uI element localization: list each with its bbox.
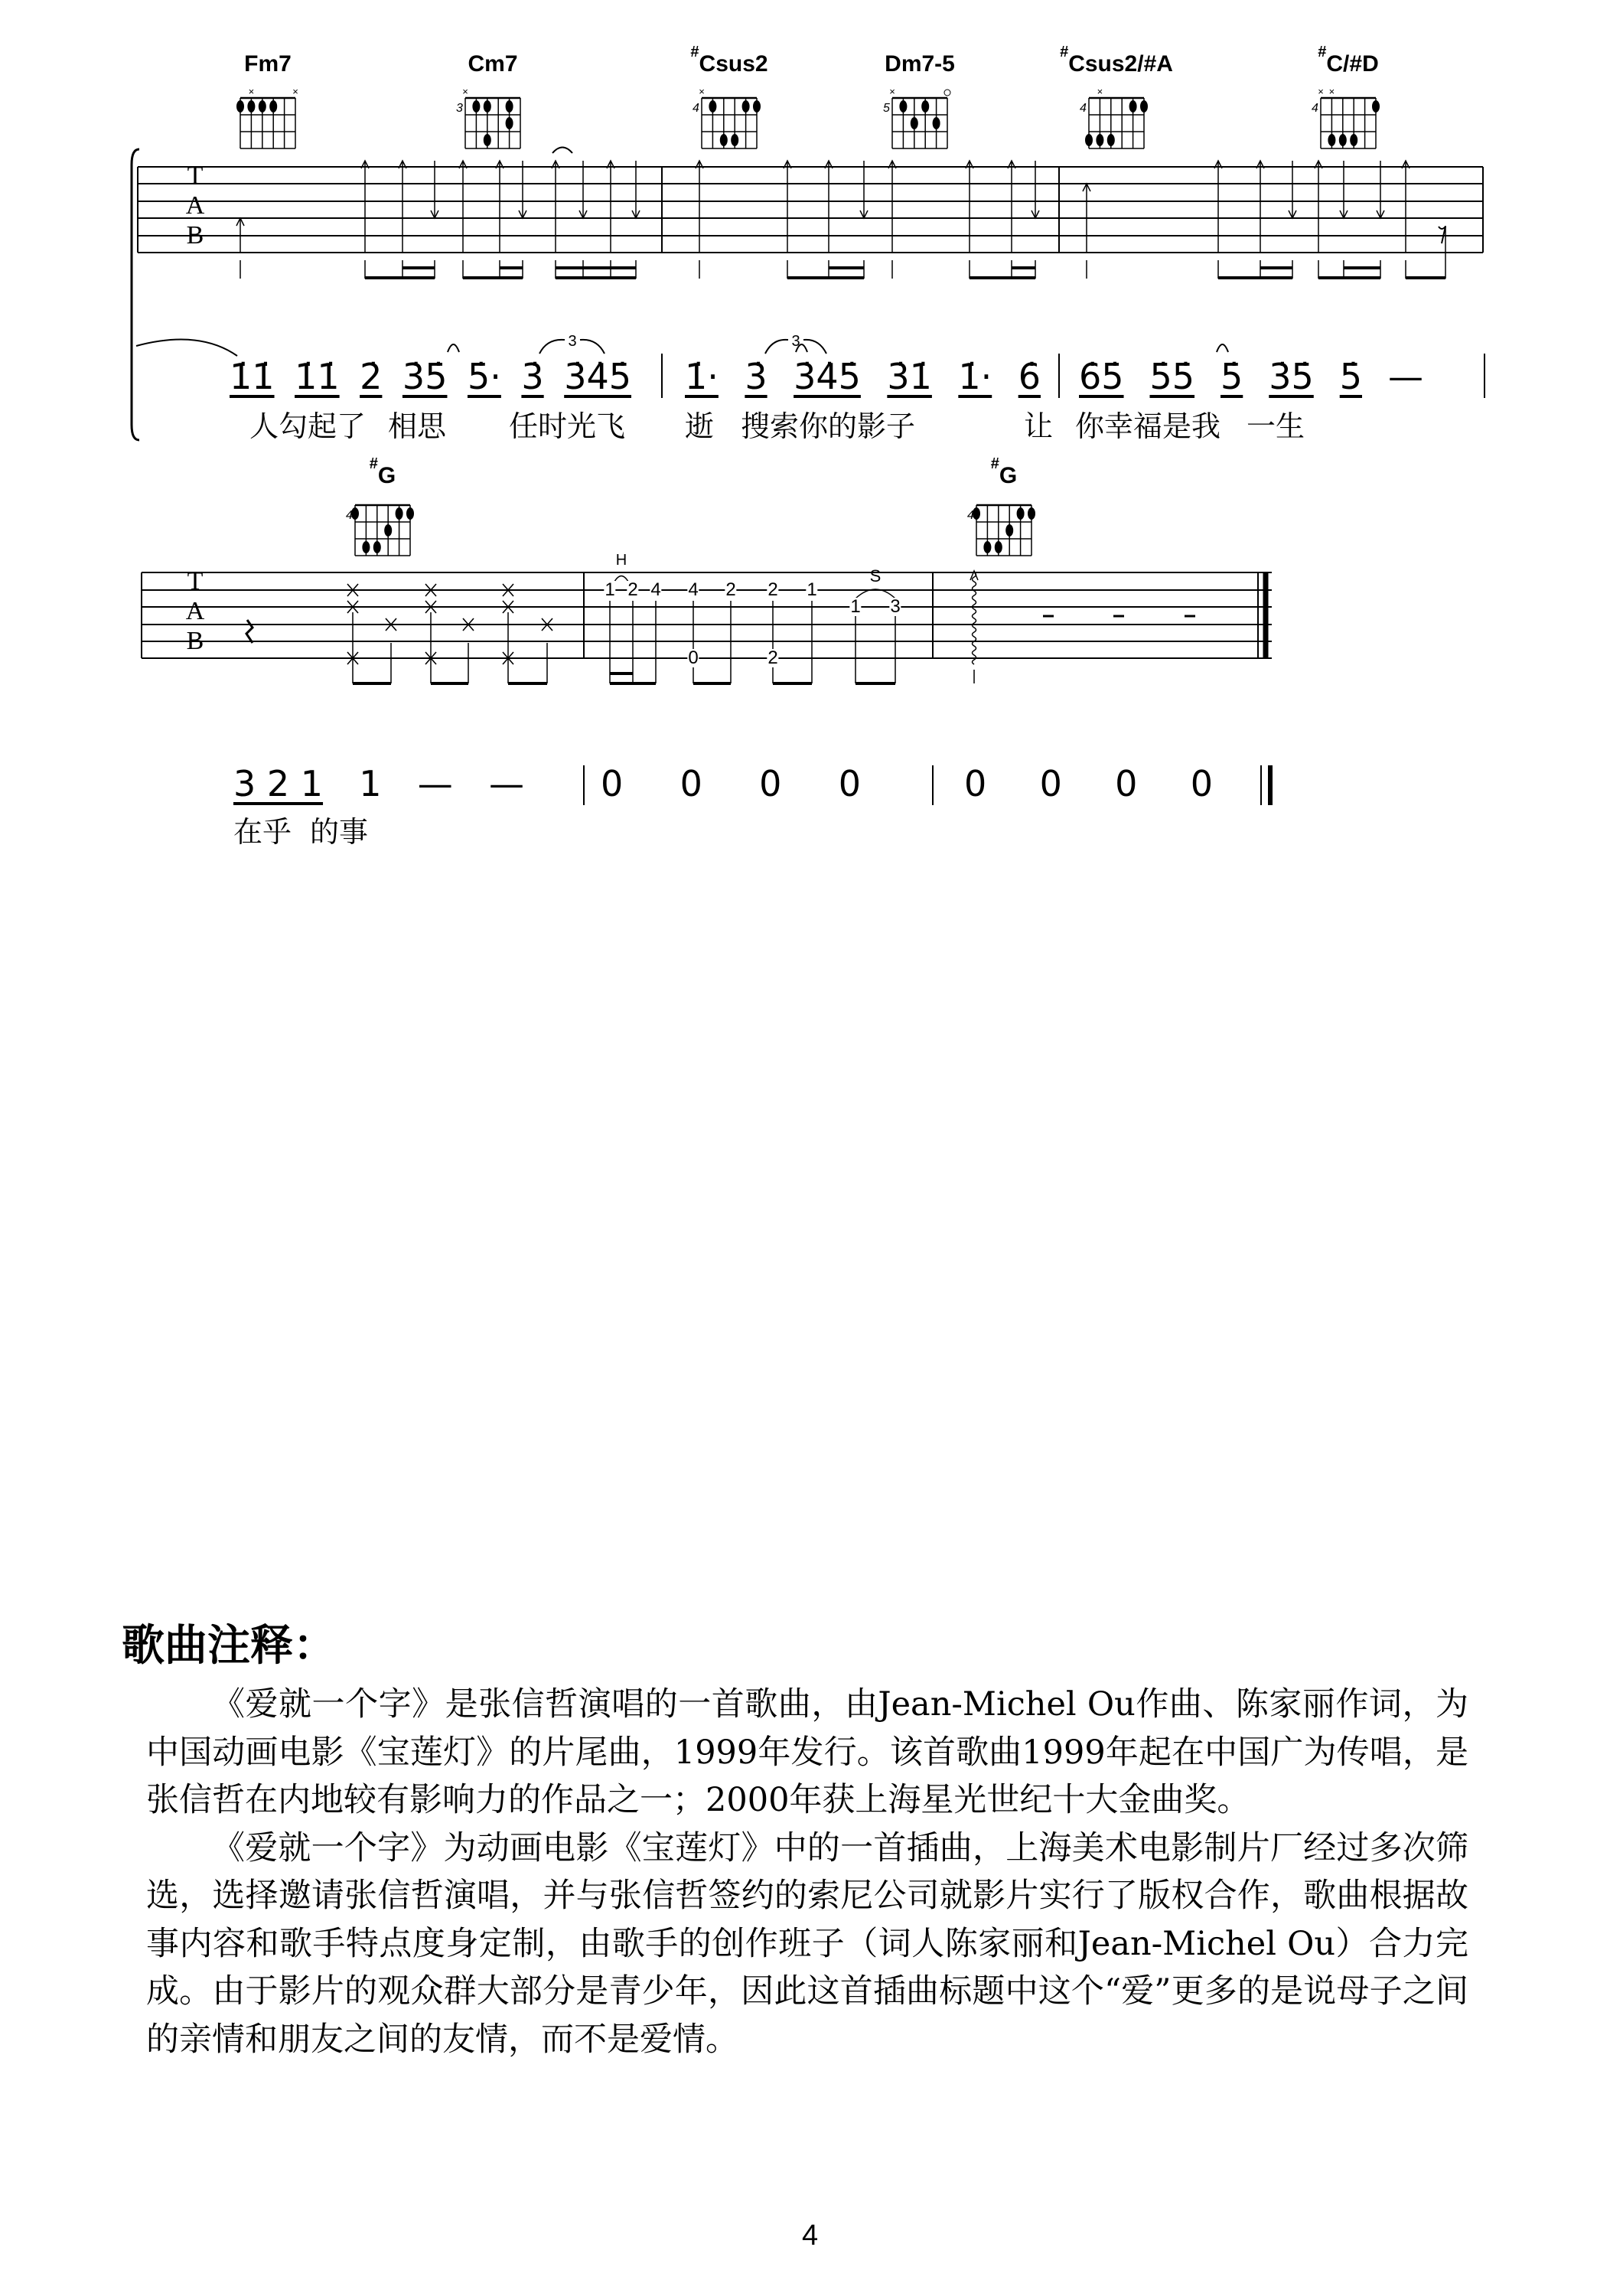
notes-paragraph-1: 《爱就一个字》是张信哲演唱的一首歌曲，由Jean-Michel Ou作曲、陈家丽作词，为中国动画电影《宝莲灯》的片尾曲，1999年发行。该首歌曲1999年起在中国广为传唱，是张信哲在内地较有影响力的作品之一；2000年获上海星光世纪十大金曲奖。 [146,1685,1468,1819]
tab-clef-letter: T [187,567,204,595]
jianpu-note: 3̇5̇ [1269,356,1314,397]
tab-fret-number: 1 [807,579,817,600]
jianpu-note: 0 [964,763,987,804]
lyric-text: 搜索你的影子 [741,409,916,443]
jianpu-note: 3̇5̇ [402,356,448,397]
quarter-rest [246,620,253,643]
jianpu-note: 1̇· [685,356,719,397]
chord-label: Fm7 [244,51,292,77]
sharp-sign: # [369,455,378,472]
hammer-arc [614,576,628,582]
jianpu-measure [233,764,524,804]
jianpu-note: 6̇5̇ [1079,356,1124,397]
tab-clef-letter: B [186,221,204,249]
lyric-text: 逝 [685,409,715,443]
tab-fret-number: 1 [605,579,615,600]
jianpu-note: 3 2 1 [233,763,324,804]
chord-label: G [999,463,1018,488]
mute-mark: × [1097,86,1103,97]
jianpu-note: 1 [359,763,382,804]
tab-clef-letter: A [185,597,205,625]
tab-clef-letter: T [187,161,204,190]
tab-fret-number: 4 [688,579,699,600]
jianpu-note: 3̇4̇5̇ [794,356,861,397]
lyric-text: 让 [1024,409,1054,443]
tab-staff-2 [0,0,1623,880]
jianpu-measure [601,764,861,804]
jianpu-measure [964,764,1213,804]
mute-mark: × [462,86,468,97]
jianpu-note: 0 [759,763,782,804]
chord-label: Cm7 [468,51,518,77]
notes-body [146,1681,1468,2063]
jianpu-note: 5̇ [1221,356,1243,397]
triplet-number: 3 [568,333,577,350]
jianpu-note: 5̇ [1339,356,1363,397]
jianpu-note: — [1387,356,1423,397]
jianpu-note: 5̇5̇ [1149,356,1195,397]
mute-mark: × [292,86,298,97]
lyric-text: 一生 [1247,409,1305,443]
tab-fret-number: 3 [890,596,901,617]
sharp-sign: # [690,44,699,60]
jianpu-note: 1̇· [958,356,992,397]
sharp-sign: # [1318,44,1327,60]
chord-label: C/#D [1326,51,1379,77]
hammer-on-label: H [615,552,627,569]
fret-number: 5 [883,102,890,115]
lyric-text: 的事 [310,815,369,849]
chord-label: Csus2/#A [1068,51,1173,77]
jianpu-note: 0 [1039,763,1062,804]
jianpu-note: 1̇1̇ [295,356,340,397]
mute-mark: × [889,86,895,97]
fret-number: 4 [1312,102,1318,115]
lyric-text: 在乎 [233,815,292,849]
tab-fret-number: 2 [725,579,736,600]
chord-label: Csus2 [699,51,768,77]
notes-paragraph-2: 《爱就一个字》为动画电影《宝莲灯》中的一首插曲，上海美术电影制片厂经过多次筛选，选择邀请张信哲演唱，并与张信哲签约的索尼公司就影片实行了版权合作，歌曲根据故事内容和歌手特点度身定制，由歌手的创作班子（词人陈家丽和Jean-Michel Ou）合力完成。由于影片的观众群大部分是青少年，因此这首插曲标题中这个“爱”更多的是说母子之间的亲情和朋友之间的友情，而不是爱情。 [146,1828,1468,2059]
jianpu-note: 0 [1190,763,1213,804]
tab-fret-number: 2 [768,579,778,600]
jianpu-note: 0 [601,763,624,804]
lyric-text: 人勾起了 [249,409,367,443]
tab-clef-letter: B [186,627,204,655]
page-number: 4 [802,2219,819,2252]
fret-number: 4 [693,102,699,115]
fret-number: 4 [1080,102,1087,115]
jianpu-note: 3̇4̇5̇ [564,356,631,397]
mute-mark: × [1328,86,1335,97]
arpeggio-wave [973,572,976,664]
slide-label: S [869,566,882,585]
chord-label: G [377,463,396,488]
mute-mark: × [248,86,255,97]
sharp-sign: # [1060,44,1069,60]
jianpu-note: 5̇· [467,356,501,397]
jianpu-note: — [488,763,524,804]
sharp-sign: # [990,455,999,472]
tab-fret-number: 2 [627,579,638,600]
tab-fret-number: 0 [688,647,699,668]
mute-mark: × [699,86,705,97]
jianpu-note: 2̇ [360,356,383,397]
fret-number: 3 [456,102,463,115]
jianpu-note: 0 [838,763,861,804]
mute-mark: × [1318,86,1324,97]
triplet-number: 3 [791,333,800,350]
fret-number: 4 [967,509,974,522]
lyric-text: 相思 [388,409,447,443]
jianpu-note: 6̇ [1018,356,1041,397]
tab-fret-number: 1 [850,596,861,617]
jianpu-note: 3̇ [521,356,544,397]
jianpu-note: — [417,763,453,804]
fret-number: 4 [346,509,353,522]
tab-fret-number: 2 [768,647,778,668]
jianpu-note: 0 [1115,763,1138,804]
notes-heading: 歌曲注释： [122,1620,336,1671]
jianpu-note: 3̇ [745,356,768,397]
jianpu-note: 1̇1̇ [230,356,275,397]
lyric-text: 任时光飞 [509,409,626,443]
jianpu-note: 0 [680,763,702,804]
lyric-text: 你幸福是我 [1075,409,1221,443]
tab-clef-letter: A [185,191,205,220]
chord-label: Dm7-5 [885,51,955,77]
jianpu-note: 3̇1̇ [887,356,932,397]
tab-fret-number: 4 [650,579,661,600]
